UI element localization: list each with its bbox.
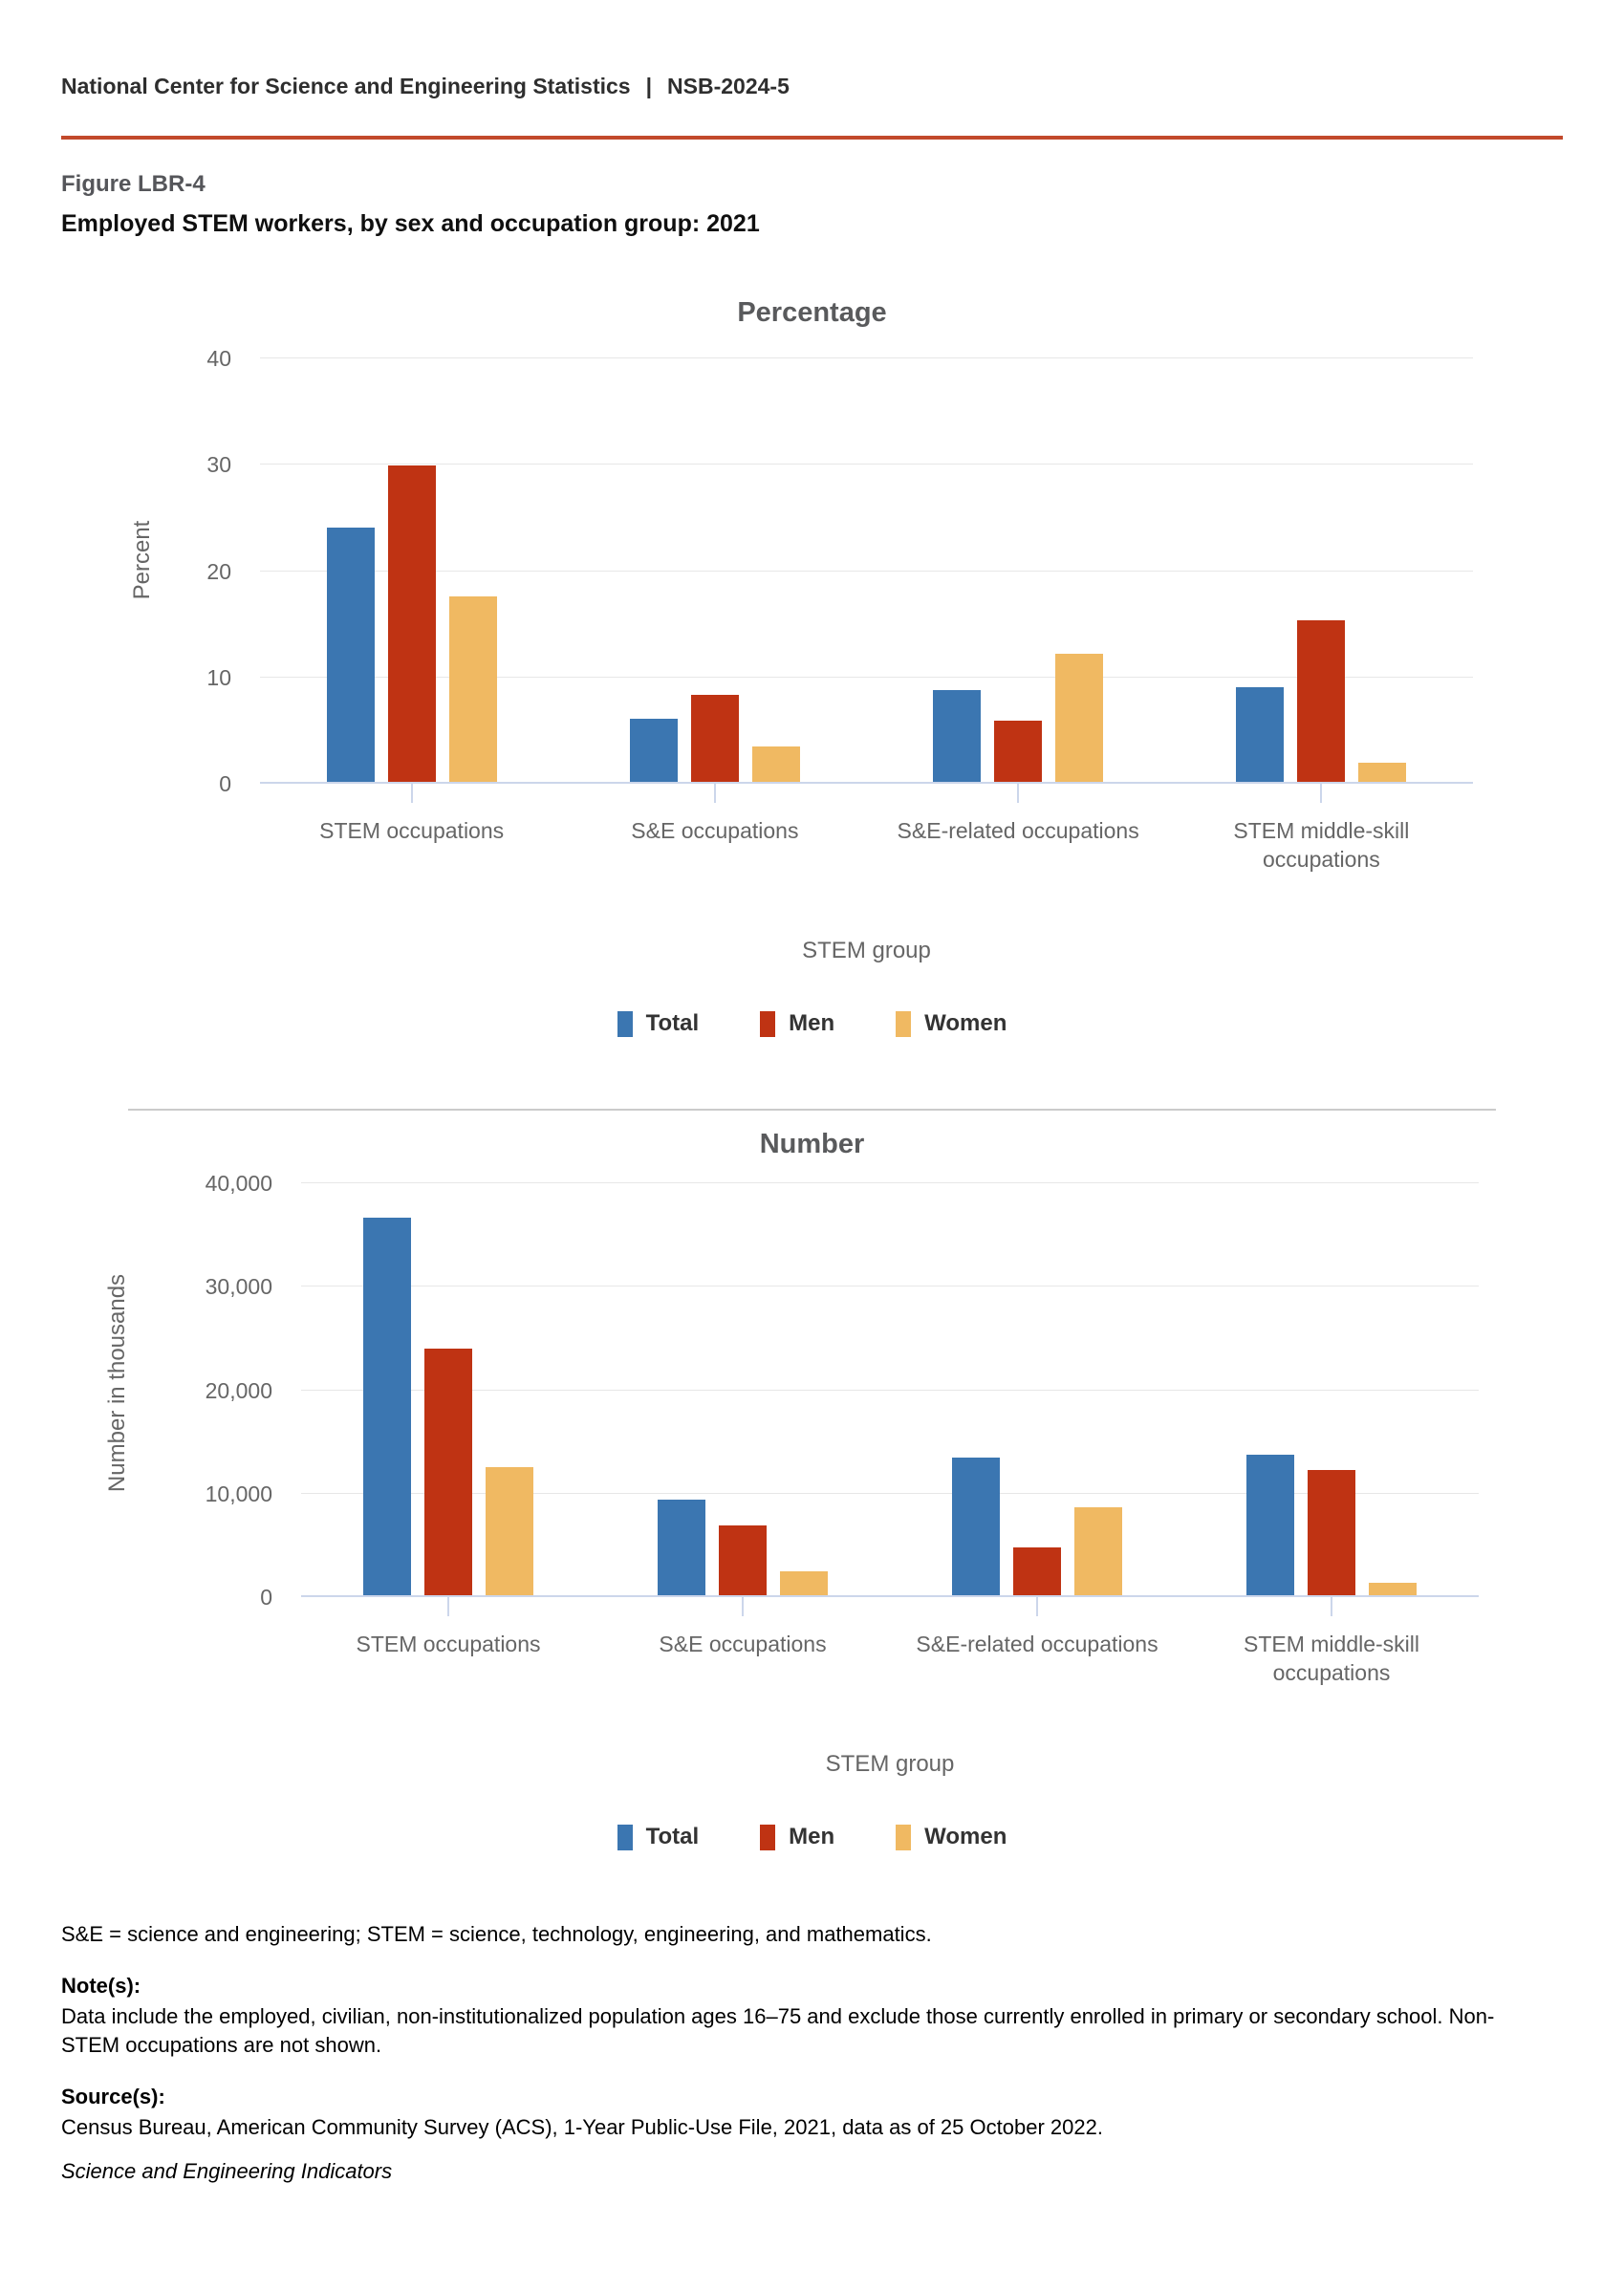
legend-swatch-women (896, 1011, 911, 1037)
legend-item-men (760, 1823, 834, 1851)
bar-men-category-3 (1308, 1470, 1355, 1597)
y-tick-label-0: 0 (219, 771, 231, 796)
sources-label: Source(s): (61, 2085, 165, 2108)
y-tick-label-40,000: 40,000 (205, 1171, 272, 1196)
bar-total-category-1 (658, 1500, 705, 1597)
bar-total-category-1 (630, 719, 678, 784)
x-tick-label-3: STEM middle-skill occupations (1233, 818, 1410, 872)
legend (61, 1823, 1563, 1851)
bar-women-category-1 (780, 1571, 828, 1597)
header-divider: | (645, 74, 653, 98)
legend-item-total (617, 1823, 700, 1851)
y-tick-label-20,000: 20,000 (205, 1377, 272, 1403)
x-tick-label-0: STEM occupations (356, 1632, 541, 1656)
legend-label: Total (645, 1824, 700, 1849)
header-rule (61, 136, 1563, 140)
x-axis-labels (61, 1597, 1563, 1697)
bar-men-category-1 (719, 1525, 767, 1597)
bar-men-category-0 (388, 465, 436, 784)
y-tick-label-10,000: 10,000 (205, 1481, 272, 1506)
bar-women-category-0 (486, 1467, 533, 1597)
bar-total-category-0 (363, 1218, 411, 1597)
legend-item-total (617, 1009, 700, 1038)
x-axis-title: STEM group (802, 938, 931, 963)
y-tick-label-30,000: 30,000 (205, 1274, 272, 1300)
x-tick-label-2: S&E-related occupations (897, 818, 1139, 843)
bar-men-category-2 (994, 721, 1042, 784)
gridline-40 (260, 357, 1473, 358)
x-tick-label-0: STEM occupations (319, 818, 505, 843)
plot-area (260, 336, 1473, 784)
abbreviation-note: S&E = science and engineering; STEM = science, technology, engineering, and mathematics. (61, 1922, 932, 1946)
chart-title: Number (759, 1129, 865, 1159)
y-tick-label-10: 10 (206, 664, 231, 690)
plot-wrap (61, 336, 1563, 796)
gridline-10,000 (301, 1493, 1479, 1494)
chart-divider (128, 1109, 1496, 1111)
sources-text: Census Bureau, American Community Survey (ACS), 1-Year Public-Use File, 2021, data as of 25 October 2022. (61, 2115, 1103, 2139)
legend-item-women (896, 1009, 1007, 1038)
plot-area (301, 1168, 1479, 1597)
legend-swatch-men (760, 1011, 775, 1037)
legend-label: Women (924, 1824, 1007, 1849)
legend-swatch-men (760, 1825, 775, 1850)
legend-swatch-women (896, 1825, 911, 1850)
chart-number (61, 1126, 1563, 1851)
x-tick-label-1: S&E occupations (631, 818, 799, 843)
bar-women-category-2 (1055, 654, 1103, 784)
bar-total-category-3 (1236, 687, 1284, 784)
gridline-10 (260, 677, 1473, 678)
bar-total-category-0 (327, 528, 375, 784)
gridline-40,000 (301, 1182, 1479, 1183)
bar-women-category-0 (449, 596, 497, 784)
report-header (61, 73, 1563, 99)
x-tick-label-2: S&E-related occupations (916, 1632, 1158, 1656)
x-axis-labels (61, 784, 1563, 883)
x-axis-line (260, 782, 1473, 784)
bar-total-category-2 (952, 1458, 1000, 1597)
figure-footnotes (61, 1920, 1563, 2186)
y-tick-label-30: 30 (206, 452, 231, 478)
legend-swatch-total (617, 1825, 633, 1850)
notes-label: Note(s): (61, 1974, 141, 1998)
y-axis-title: Percent (129, 520, 155, 600)
legend-label: Total (645, 1010, 700, 1036)
bar-men-category-0 (424, 1349, 472, 1597)
publication-credit: Science and Engineering Indicators (61, 2159, 393, 2183)
legend-swatch-total (617, 1011, 633, 1037)
x-axis-title: STEM group (825, 1751, 955, 1777)
notes-text: Data include the employed, civilian, non-institutionalized population ages 16–75 and exclude those currently enrolled in primary or secondary school. Non-STEM occupations are not shown. (61, 2004, 1495, 2057)
org-name: National Center for Science and Engineering Statistics (61, 74, 631, 98)
bar-men-category-3 (1297, 620, 1345, 784)
gridline-30 (260, 464, 1473, 465)
x-axis-line (301, 1595, 1479, 1597)
legend-label: Men (789, 1824, 835, 1849)
y-axis-title: Number in thousands (104, 1273, 130, 1492)
report-code: NSB-2024-5 (667, 74, 790, 98)
chart-title: Percentage (737, 297, 887, 328)
bar-men-category-2 (1013, 1547, 1061, 1597)
gridline-20 (260, 571, 1473, 572)
y-tick-label-20: 20 (206, 558, 231, 584)
legend (61, 1009, 1563, 1038)
legend-item-men (760, 1009, 834, 1038)
legend-label: Women (924, 1010, 1007, 1036)
legend-item-women (896, 1823, 1007, 1851)
figure-label: Figure LBR-4 (61, 171, 206, 197)
y-tick-label-40: 40 (206, 346, 231, 371)
bar-total-category-2 (933, 690, 981, 784)
x-tick-label-3: STEM middle-skill occupations (1243, 1632, 1420, 1685)
chart-percentage (61, 294, 1563, 1038)
bar-women-category-2 (1074, 1507, 1122, 1597)
y-tick-label-0: 0 (260, 1585, 272, 1610)
plot-wrap (61, 1168, 1563, 1610)
figure-title: Employed STEM workers, by sex and occupation group: 2021 (61, 210, 760, 237)
x-tick-label-1: S&E occupations (659, 1632, 827, 1656)
legend-label: Men (789, 1010, 835, 1036)
gridline-20,000 (301, 1390, 1479, 1391)
bar-women-category-1 (752, 746, 800, 784)
bar-women-category-3 (1358, 763, 1406, 784)
bar-total-category-3 (1246, 1455, 1294, 1597)
bar-men-category-1 (691, 695, 739, 784)
